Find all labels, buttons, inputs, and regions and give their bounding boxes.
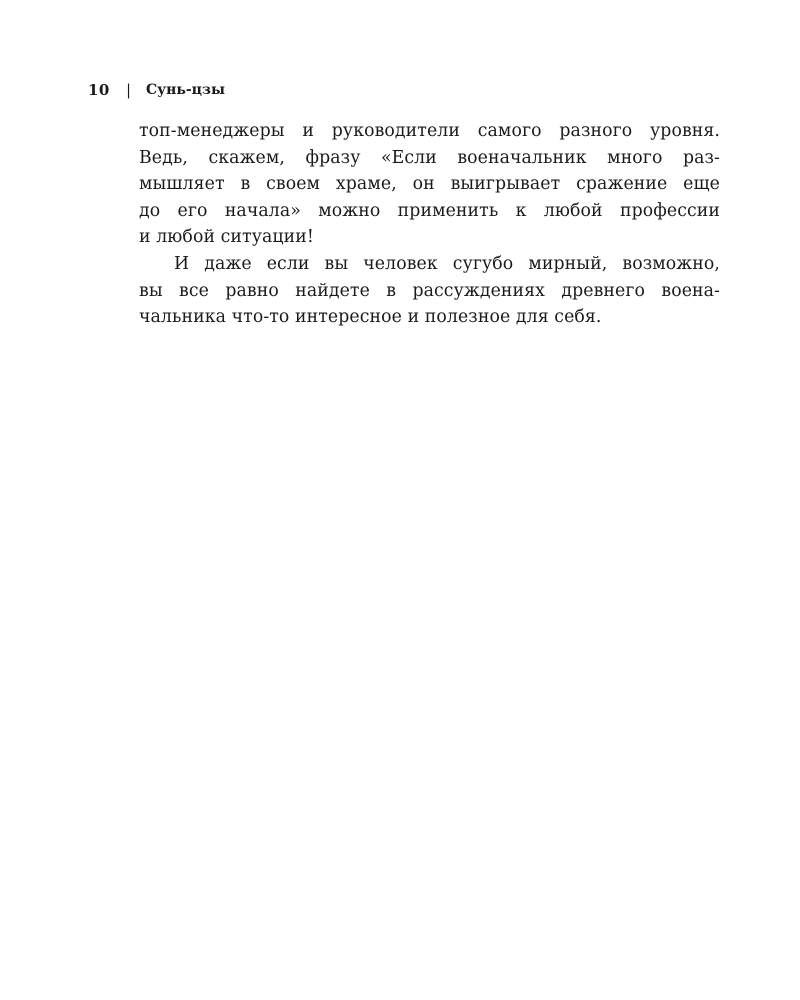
text-line: И даже если вы человек сугубо мирный, возможно, — [174, 253, 720, 274]
text-line: мышляет в своем храме, он выигрывает сражение еще — [139, 174, 720, 195]
body-text — [139, 118, 720, 331]
text-line: Ведь, скажем, фразу «Если военачальник много раз- — [139, 147, 720, 168]
text-line: и любой ситуации! — [139, 227, 314, 248]
text-line: топ-менеджеры и руководители самого разного уровня. — [139, 121, 720, 141]
text-line: чальника что-то интересное и полезное для себя. — [139, 307, 602, 328]
page-number: 10 — [88, 81, 110, 99]
running-header — [88, 80, 225, 100]
header-separator: | — [126, 81, 132, 99]
text-line: вы все равно найдете в рассуждениях древнего воена- — [139, 280, 720, 301]
text-line: до его начала» можно применить к любой профессии — [139, 200, 720, 221]
running-title: Сунь-цзы — [146, 82, 225, 98]
paragraph — [139, 118, 720, 251]
paragraph — [139, 251, 720, 331]
